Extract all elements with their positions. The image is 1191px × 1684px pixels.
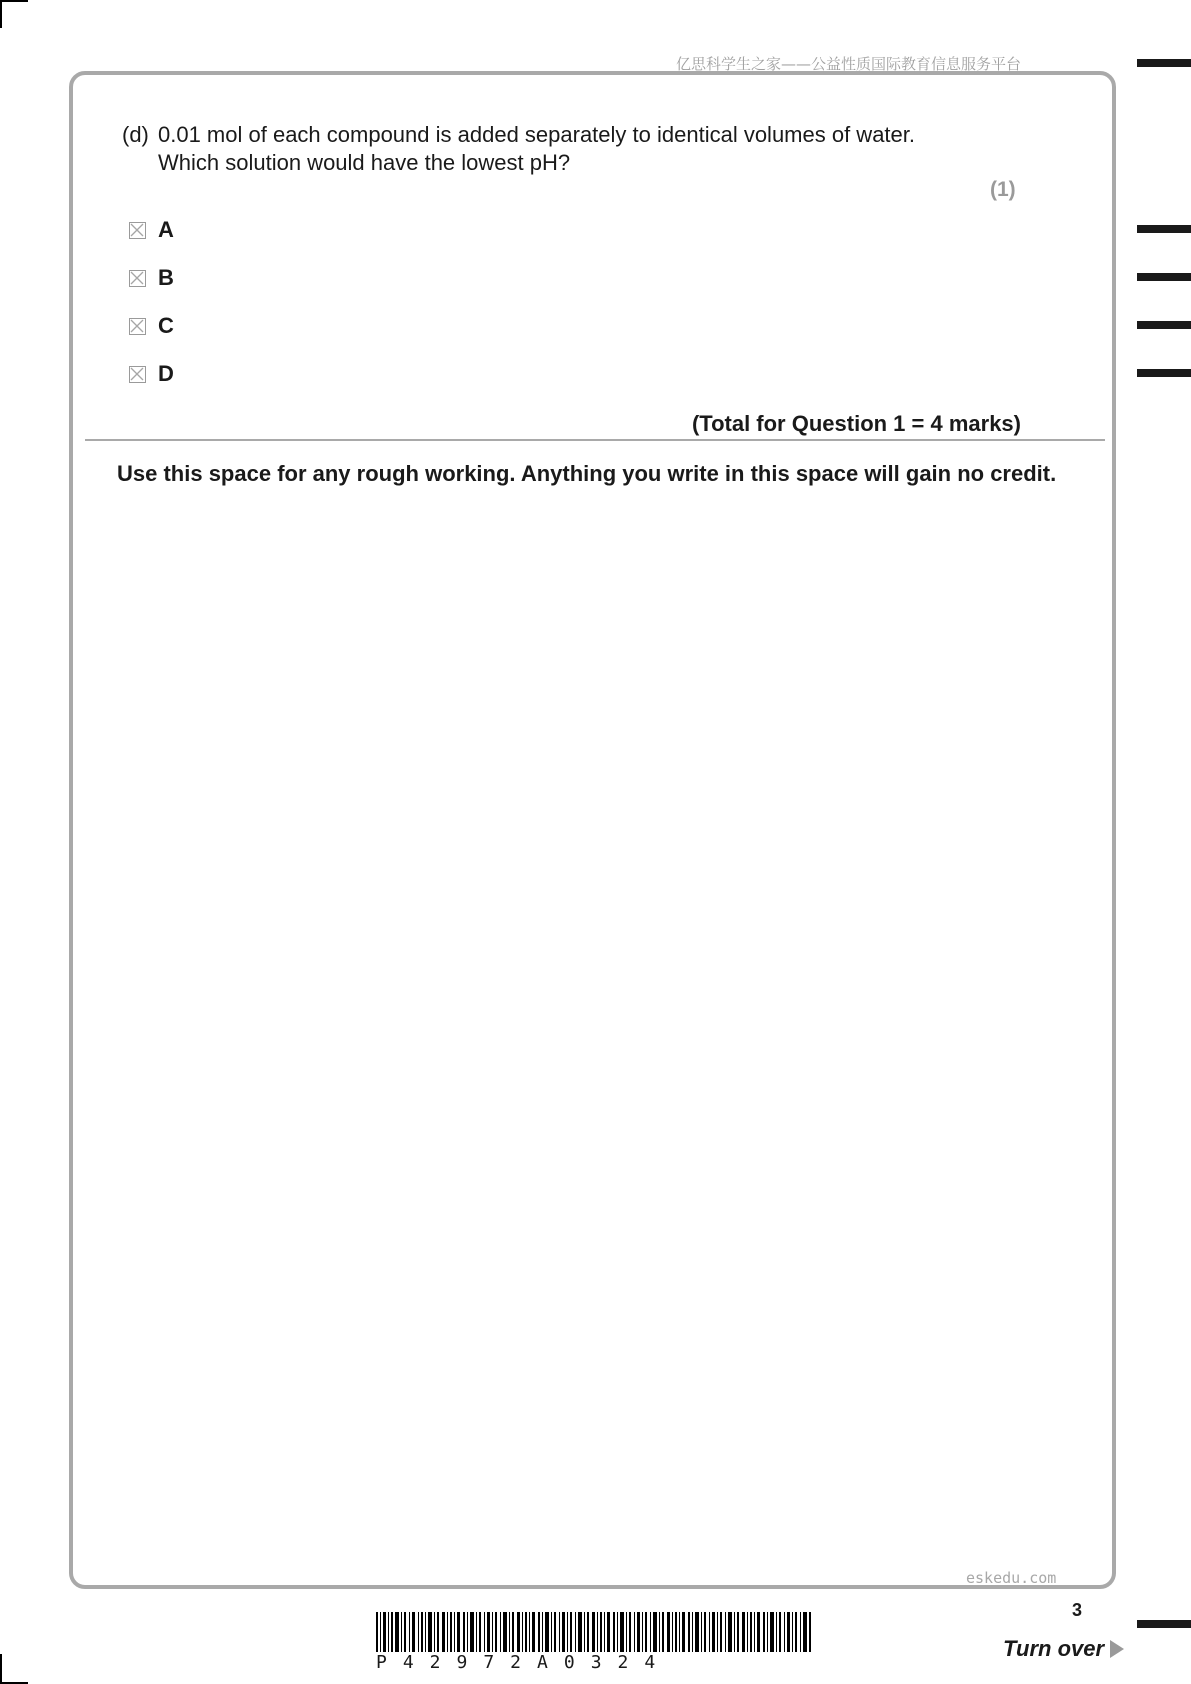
crop-mark-top-left-v: [0, 0, 2, 28]
option-b[interactable]: [129, 266, 174, 290]
question-marks: (1): [990, 178, 1016, 201]
margin-tick: [1137, 321, 1191, 329]
rough-working-note: Use this space for any rough working. Anything you write in this space will gain no credit.: [117, 461, 1057, 486]
turn-over-label: Turn over: [1003, 1636, 1105, 1661]
option-label: C: [158, 313, 174, 338]
question-text-line-2: Which solution would have the lowest pH?: [158, 150, 571, 175]
checkbox-icon[interactable]: [129, 270, 146, 287]
option-label: A: [158, 217, 174, 242]
margin-tick: [1137, 369, 1191, 377]
barcode-text: P42972A0324: [376, 1652, 672, 1673]
checkbox-icon[interactable]: [129, 318, 146, 335]
page-number: 3: [1072, 1600, 1083, 1620]
checkbox-icon[interactable]: [129, 222, 146, 239]
crop-mark-top-left-h: [0, 0, 28, 2]
turn-over-arrow-icon: [1110, 1640, 1124, 1658]
option-label: B: [158, 265, 174, 290]
question-part-label: (d): [122, 122, 149, 147]
option-d[interactable]: [129, 362, 174, 386]
margin-tick: [1137, 1620, 1191, 1628]
crop-mark-bottom-left-v: [0, 1654, 2, 1684]
question-total: (Total for Question 1 = 4 marks): [691, 411, 1021, 436]
divider: [85, 439, 1105, 441]
header-watermark: 亿思科学生之家——公益性质国际教育信息服务平台: [676, 55, 1022, 73]
margin-tick: [1137, 225, 1191, 233]
barcode: [376, 1612, 812, 1652]
margin-tick: [1137, 273, 1191, 281]
option-a[interactable]: [129, 218, 174, 242]
question-text-line-1: 0.01 mol of each compound is added separately to identical volumes of water.: [158, 122, 916, 147]
margin-tick: [1137, 59, 1191, 67]
answer-frame: [69, 71, 1116, 1589]
footer-watermark: eskedu.com: [966, 1569, 1057, 1587]
option-c[interactable]: [129, 314, 174, 338]
checkbox-icon[interactable]: [129, 366, 146, 383]
option-label: D: [158, 361, 174, 386]
